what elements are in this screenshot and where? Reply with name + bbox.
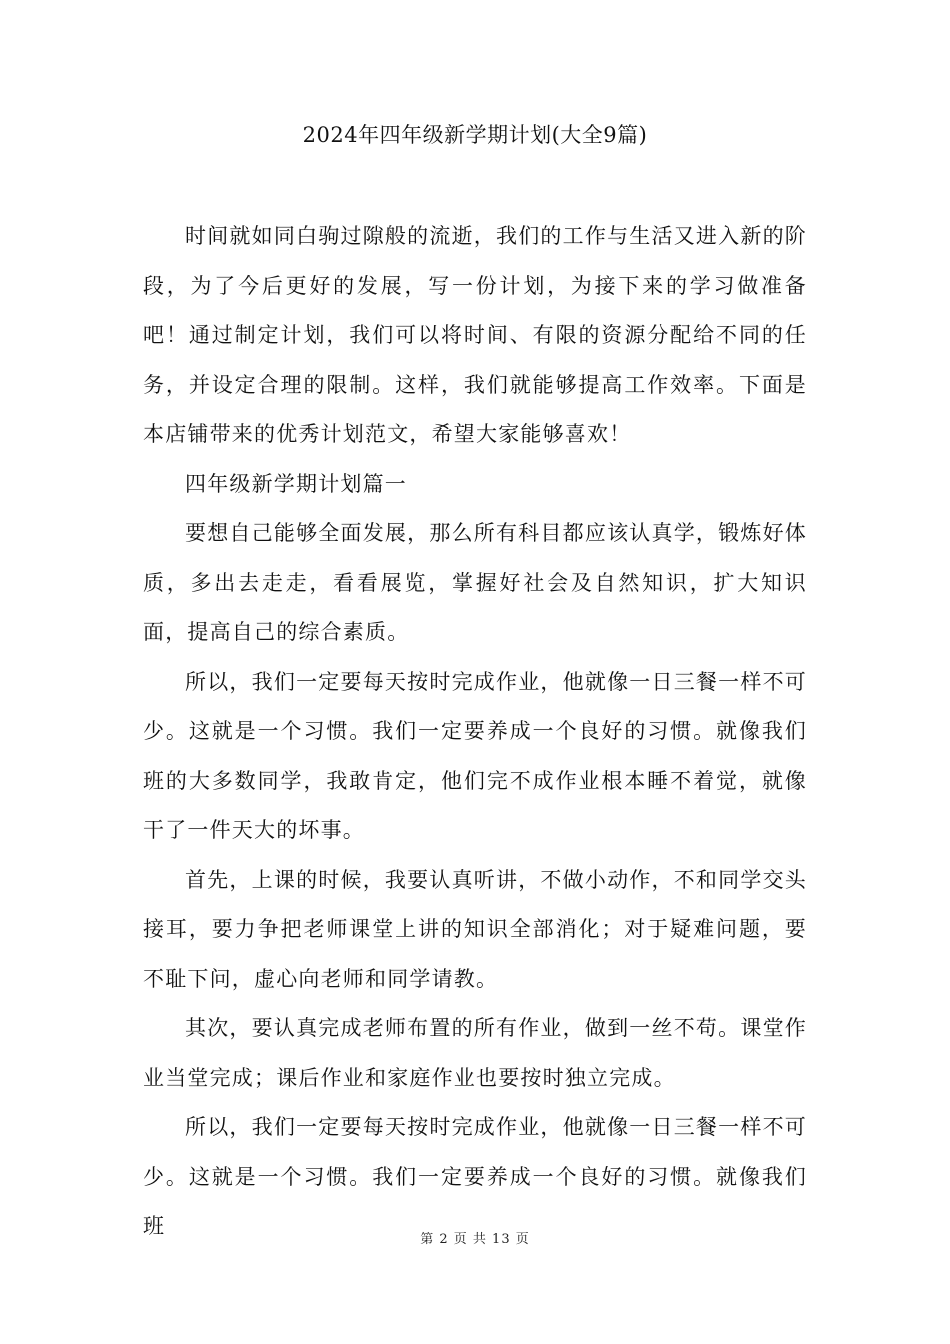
section-heading: 四年级新学期计划篇一 xyxy=(185,471,407,496)
body-paragraph: 首先，上课的时候，我要认真听讲，不做小动作，不和同学交头接耳，要力争把老师课堂上讲的知识全部消化；对于疑难问题，要不耻下问，虚心向老师和同学请教。 xyxy=(143,867,807,991)
intro-paragraph: 时间就如同白驹过隙般的流逝，我们的工作与生活又进入新的阶段，为了今后更好的发展，写一份计划，为接下来的学习做准备吧！通过制定计划，我们可以将时间、有限的资源分配给不同的任务，并设定合理的限制。这样，我们就能够提高工作效率。下面是本店铺带来的优秀计划范文，希望大家能够喜欢！ xyxy=(143,224,807,446)
document-body xyxy=(143,212,807,1252)
body-paragraph: 所以，我们一定要每天按时完成作业，他就像一日三餐一样不可少。这就是一个习惯。我们一定要养成一个良好的习惯。就像我们班 xyxy=(143,1115,807,1238)
body-paragraph: 其次，要认真完成老师布置的所有作业，做到一丝不苟。课堂作业当堂完成；课后作业和家庭作业也要按时独立完成。 xyxy=(143,1016,807,1090)
body-paragraph: 要想自己能够全面发展，那么所有科目都应该认真学，锻炼好体质，多出去走走，看看展览，掌握好社会及自然知识，扩大知识面，提高自己的综合素质。 xyxy=(143,521,807,644)
document-title: 2024年四年级新学期计划(大全9篇) xyxy=(302,123,648,147)
body-paragraph: 所以，我们一定要每天按时完成作业，他就像一日三餐一样不可少。这就是一个习惯。我们一定要养成一个良好的习惯。就像我们班的大多数同学，我敢肯定，他们完不成作业根本睡不着觉，就像干了一件天大的坏事。 xyxy=(143,669,807,842)
page-number-footer: 第 2 页 共 13 页 xyxy=(420,1232,530,1247)
